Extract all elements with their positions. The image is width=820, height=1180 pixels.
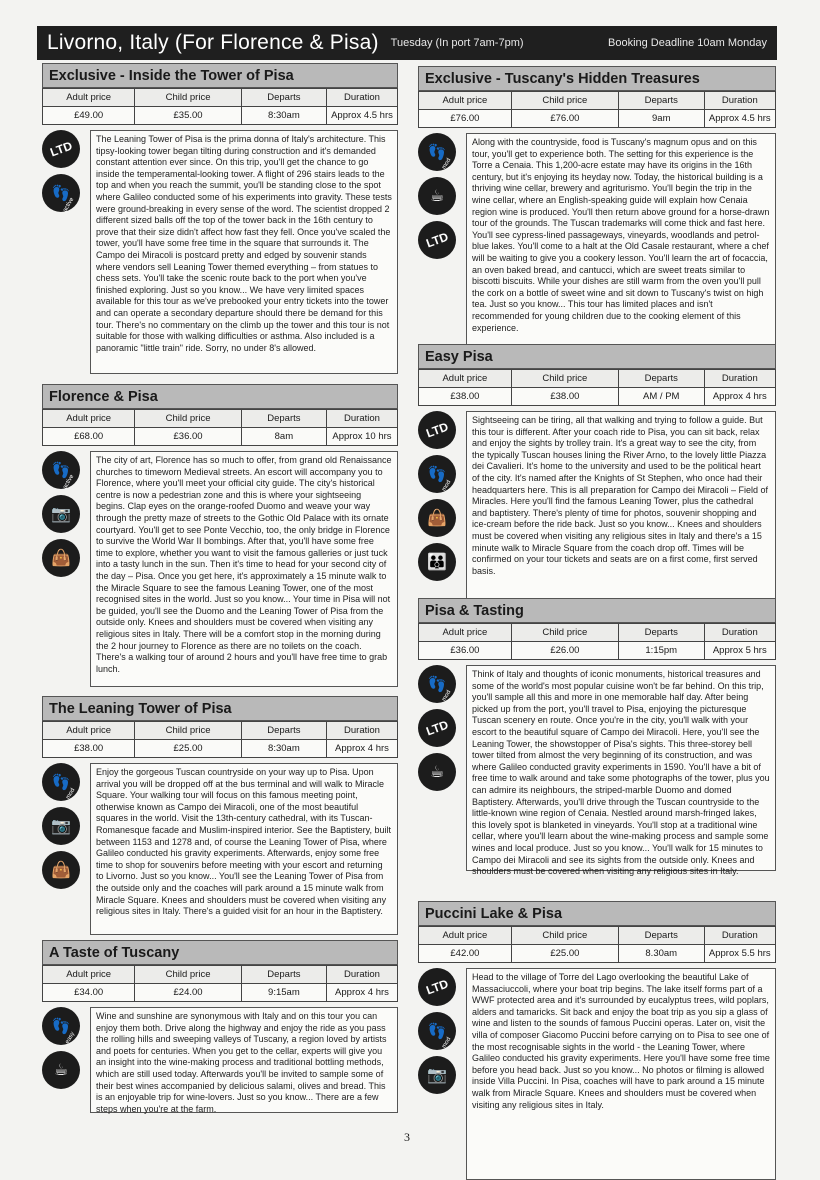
departure-time: AM / PM	[618, 388, 704, 406]
col-header-child: Child price	[511, 370, 618, 388]
tour-icons	[42, 130, 82, 218]
limited-places-icon: LTD	[418, 709, 456, 747]
tour-section	[42, 63, 398, 374]
tour-description: The Leaning Tower of Pisa is the prima donna of Italy's architecture. This tipsy-looking tower began tilting during construction and it's demanded constant attention ever since. On this trip, you'll get the chance to go inside the temperamental-looking tower. A flight of 296 stairs leads to the top and when you reach the summit, you'll be standing close to the spot where Galileo conducted some of his experiments into gravity. These tests were ground-breaking in every sense of the word. The scientist dropped 2 different sized balls off the top of the tower back in the 16th century to prove that their size didn't affect how fast they fell. Once you've scaled the tower, you'll have some free time in the square that surrounds it. The Campo dei Miracoli is postcard pretty and edged by souvenir stands where vendors sell Leaning Tower themed everything – from statues to chess sets. You'll take the scenic route back to the port when you've finished exploring. Just so you know... We have very limited spaces available for this tour as we've prebooked your entry tickets into the tower and can operate a secondary departure should there be demand for this tour. There's no commentary on the climb up the tower and this tour is not suitable for those with walking difficulties or asthma. Also included is a panoramic "little train" ride. Sorry, no under 8's allowed.	[90, 130, 398, 374]
tour-duration: Approx 4 hrs	[326, 984, 397, 1002]
departure-time: 9:15am	[241, 984, 326, 1002]
child-price: £35.00	[135, 107, 242, 125]
shopping-bag-icon: 👜	[42, 539, 80, 577]
price-table	[42, 965, 398, 1002]
tour-icons	[418, 411, 458, 587]
departure-time: 9am	[618, 110, 704, 128]
tour-section	[418, 66, 776, 363]
tour-title: Exclusive - Inside the Tower of Pisa	[42, 63, 398, 88]
activity-level-moderate-icon: 👣 mod	[42, 763, 80, 801]
tour-duration: Approx 4 hrs	[326, 740, 397, 758]
price-table	[42, 88, 398, 125]
tour-title: Easy Pisa	[418, 344, 776, 369]
col-header-adult: Adult price	[419, 370, 512, 388]
tour-duration: Approx 4.5 hrs	[704, 110, 775, 128]
tour-description: Think of Italy and thoughts of iconic monuments, historical treasures and some of the world's most popular cuisine won't be far behind. On this trip, you'll sample all this and more in one memorable half day. After being picked up from the port, you'll travel to Pisa, enjoying the picturesque Tuscan scenery en route. Once you're in the city, you'll walk with your escort to the beautiful square of Campo dei Miracoli. Here, you'll see the Leaning Tower, the showstopper of Pisa's sights. This three-storey bell tower tilted from almost the very beginning of its construction, and was where Galileo conducted gravity experiments in 1590. You'll have a bit of free time to walk around and take some photographs of the tower, plus you can admire its neighbours, the striped-marble Duomo and domed Baptistery. Afterwards, you'll drive through the Tuscan countryside to the little-known wine region of Cenaia. Nestled around marsh-fringed lakes, this lovely spot is blanketed in vineyards. You'll stop at a traditional wine cellar, where you'll learn about the wine-making process and sample some wines and local produce. Just so you know... You'll walk for 15 minutes to Campo dei Miracoli and see its sights from the outside only. Knees and shoulders must be covered when visiting any religious sites in Italy.	[466, 665, 776, 871]
adult-price: £38.00	[43, 740, 135, 758]
food-cup-icon: ☕	[418, 177, 456, 215]
departure-time: 8:30am	[241, 740, 326, 758]
col-header-adult: Adult price	[43, 89, 135, 107]
food-cup-icon: ☕	[42, 1051, 80, 1089]
adult-price: £49.00	[43, 107, 135, 125]
port-title: Livorno, Italy (For Florence & Pisa)	[47, 31, 379, 54]
col-header-child: Child price	[511, 92, 618, 110]
col-header-adult: Adult price	[419, 927, 512, 945]
activity-level-moderate-icon: 👣 mod	[418, 1012, 456, 1050]
col-header-child: Child price	[511, 624, 618, 642]
col-header-duration: Duration	[704, 92, 775, 110]
tour-duration: Approx 5 hrs	[704, 642, 775, 660]
col-header-departs: Departs	[241, 410, 326, 428]
col-header-departs: Departs	[241, 89, 326, 107]
limited-places-icon: LTD	[42, 130, 80, 168]
camera-icon: 📷	[42, 807, 80, 845]
activity-level-moderate-icon: 👣 mod	[418, 133, 456, 171]
tour-title: The Leaning Tower of Pisa	[42, 696, 398, 721]
col-header-duration: Duration	[326, 89, 397, 107]
port-day: Tuesday (In port 7am-7pm)	[390, 37, 524, 49]
tour-icons	[42, 1007, 82, 1095]
child-price: £76.00	[511, 110, 618, 128]
tour-icons	[418, 968, 458, 1100]
child-price: £25.00	[135, 740, 242, 758]
tour-section	[42, 696, 398, 935]
price-table	[418, 91, 776, 128]
tour-description: The city of art, Florence has so much to offer, from grand old Renaissance churches to timeworn Medieval streets. An escort will accompany you to Florence, where you'll meet your official city guide. The city's historical centre is now a pedestrian zone and this is where your sightseeing begins. Clap eyes on the orange-roofed Duomo and weave your way through the pretty maze of streets to the Gothic Old Palace with its ornate courtyard. You'll get to see Ponte Vecchio, too, the only bridge in Florence to survive the World War II bombings. After that, you'll have some free time to explore, whether you want to visit the famous galleries or just tuck into a tasty lunch in the sun. Then it's time to head for your second city of the day – Pisa. Once you get here, it's approximately a 15 minute walk to the Miracle Square to see the famous Leaning Tower, one of the most recognised sites in the world. Just so you know... Your time in Pisa will not be guided, you'll see the Duomo and the Leaning Tower of Pisa from the outside only. Knees and shoulders must be covered when visiting any religious sites in Italy. There will be a comfort stop in the morning during the 2 hour journey to Florence as there are no toilets on the coach. There's a walking tour of around 2 hours and you'll have free time to grab lunch.	[90, 451, 398, 687]
col-header-departs: Departs	[241, 722, 326, 740]
tour-description: Enjoy the gorgeous Tuscan countryside on your way up to Pisa. Upon arrival you will be dropped off at the bus terminal and will walk to Miracle Square. Your walking tour will focus on this famous meeting point, otherwise known as Campo dei Miracoli, one of the most beautiful squares in the world. Visit the 13th-century cathedral, with its Tuscan-Romanesque facade and Muslim-inspired interior. See the Baptistery, built between 1153 and 1278 and, of course the Leaning Tower of Pisa, where Galileo conducted his gravity experiments. Afterwards, enjoy some free time to shop for souvenirs before meeting with your escort and returning to Livorno. Just so you know... You'll see the Leaning Tower of Pisa from the outside only and the coaches will park around a 15 minute walk from Miracle Square. Knees and shoulders must be covered when visiting any religious sites in Italy. There's a guided visit for an hour in the Baptistery.	[90, 763, 398, 935]
family-icon: 👪	[418, 543, 456, 581]
activity-level-easy-icon: 👣 easy	[42, 1007, 80, 1045]
price-table	[418, 926, 776, 963]
tour-description: Along with the countryside, food is Tuscany's magnum opus and on this tour, you'll get to experience both. The setting for this experience is the Torre a Cenaia. This 1,200-acre estate may have its origins in the 16th century, but it's enjoying its heyday now. Today, the historical building is a thriving wine cellar, brewery and agriturismo. You'll begin the trip in the wine cellar, where an English-speaking guide will explain how Cenaia region wine is produced. You'll then return above ground for a horse-drawn tour of the grounds. The Tuscan trademarks will come thick and fast here. You'll see cypress-lined passageways, vineyards, woodlands and petrol-blue lakes. You'll come to a halt at the Old Casale restaurant, where a chef will be waiting to give you a cookery lesson. You'll learn the art of focaccia, an oven baked bread, and cantucci, which are sweet treats similar to biscotti biscuits. While your dishes are still warm from the oven you'll pull the cork on a bottle of sweet wine and sit down to Tuscany's twist on high tea. Just so you know... This tour has limited places and isn't recommended for young children due to the cooking element of this experience.	[466, 133, 776, 363]
col-header-child: Child price	[135, 966, 242, 984]
col-header-adult: Adult price	[43, 722, 135, 740]
shopping-bag-icon: 👜	[42, 851, 80, 889]
tour-section	[418, 598, 776, 877]
col-header-departs: Departs	[241, 966, 326, 984]
adult-price: £42.00	[419, 945, 512, 963]
price-table	[42, 721, 398, 758]
col-header-duration: Duration	[326, 410, 397, 428]
activity-level-moderate-icon: 👣 mod	[418, 455, 456, 493]
limited-places-icon: LTD	[418, 221, 456, 259]
col-header-child: Child price	[135, 89, 242, 107]
col-header-duration: Duration	[704, 370, 775, 388]
tour-section	[418, 344, 776, 621]
tour-icons	[418, 133, 458, 265]
page-header	[37, 26, 777, 60]
price-table	[42, 409, 398, 446]
tour-section	[418, 901, 776, 1180]
col-header-adult: Adult price	[419, 92, 512, 110]
tour-icons	[418, 665, 458, 797]
tour-icons	[42, 763, 82, 895]
departure-time: 8:30am	[241, 107, 326, 125]
shopping-bag-icon: 👜	[418, 499, 456, 537]
col-header-departs: Departs	[618, 927, 704, 945]
tour-description: Wine and sunshine are synonymous with Italy and on this tour you can enjoy them both. Drive along the highway and enjoy the ride as you pass the rolling hills and sweeping valleys of Tuscany, a region loved by artists and poets for centuries. When you get to the cellar, experts will give you an insight into the wine-making process and traditional bottling methods, which are still used today. Afterwards you'll be invited to sample some of their best wines accompanied by delicious salami, olives and bread. This is an enjoyable trip for wine-lovers. Just so you know... There are a few steps when you're at the farm.	[90, 1007, 398, 1113]
tour-section	[42, 940, 398, 1113]
limited-places-icon: LTD	[418, 411, 456, 449]
tour-title: Pisa & Tasting	[418, 598, 776, 623]
adult-price: £36.00	[419, 642, 512, 660]
adult-price: £38.00	[419, 388, 512, 406]
food-cup-icon: ☕	[418, 753, 456, 791]
tour-duration: Approx 5.5 hrs	[704, 945, 775, 963]
adult-price: £76.00	[419, 110, 512, 128]
col-header-departs: Departs	[618, 92, 704, 110]
child-price: £25.00	[511, 945, 618, 963]
col-header-adult: Adult price	[43, 966, 135, 984]
activity-level-active-icon: 👣 active	[42, 174, 80, 212]
col-header-adult: Adult price	[419, 624, 512, 642]
departure-time: 8.30am	[618, 945, 704, 963]
child-price: £38.00	[511, 388, 618, 406]
col-header-duration: Duration	[326, 966, 397, 984]
tour-icons	[42, 451, 82, 583]
price-table	[418, 369, 776, 406]
adult-price: £68.00	[43, 428, 135, 446]
page-number: 3	[404, 1130, 410, 1144]
tour-description: Sightseeing can be tiring, all that walking and trying to follow a guide. But this tour is different. After your coach ride to Pisa, you can sit back, relax and enjoy the sights by trolley train. It's a great way to see the city, from the typically Tuscan houses lining the River Arno, to the lovely little Piazza dei Cavalieri. It's home to the university and used to be the political heart of the city. It's named after the Knights of St Stephen, who once had their headquarters here. This is all preparation for Campo dei Miracoli – Field of Miracles. Here you'll find the famous Leaning Tower, plus the cathedral and baptistery. There's plenty of time for photos, souvenir shopping and ice-cream before the ride back. Just so you know... Knees and shoulders must be covered when visiting any religious sites in Italy and there's a 15 minute walk to Miracle Square from the coach drop off. Times will be confirmed on your tour tickets and seats are on a first come, first served basis.	[466, 411, 776, 621]
col-header-duration: Duration	[704, 927, 775, 945]
col-header-adult: Adult price	[43, 410, 135, 428]
col-header-duration: Duration	[704, 624, 775, 642]
activity-level-active-icon: 👣 active	[42, 451, 80, 489]
col-header-child: Child price	[135, 410, 242, 428]
booking-deadline: Booking Deadline 10am Monday	[608, 37, 767, 49]
price-table	[418, 623, 776, 660]
adult-price: £34.00	[43, 984, 135, 1002]
child-price: £24.00	[135, 984, 242, 1002]
camera-icon: 📷	[418, 1056, 456, 1094]
col-header-child: Child price	[135, 722, 242, 740]
tour-title: A Taste of Tuscany	[42, 940, 398, 965]
tour-duration: Approx 4 hrs	[704, 388, 775, 406]
tour-duration: Approx 10 hrs	[326, 428, 397, 446]
child-price: £26.00	[511, 642, 618, 660]
camera-icon: 📷	[42, 495, 80, 533]
tour-duration: Approx 4.5 hrs	[326, 107, 397, 125]
activity-level-moderate-icon: 👣 mod	[418, 665, 456, 703]
tour-section	[42, 384, 398, 687]
col-header-child: Child price	[511, 927, 618, 945]
child-price: £36.00	[135, 428, 242, 446]
col-header-departs: Departs	[618, 624, 704, 642]
col-header-departs: Departs	[618, 370, 704, 388]
tour-title: Puccini Lake & Pisa	[418, 901, 776, 926]
col-header-duration: Duration	[326, 722, 397, 740]
departure-time: 1:15pm	[618, 642, 704, 660]
tour-title: Exclusive - Tuscany's Hidden Treasures	[418, 66, 776, 91]
limited-places-icon: LTD	[418, 968, 456, 1006]
tour-title: Florence & Pisa	[42, 384, 398, 409]
tour-description: Head to the village of Torre del Lago overlooking the beautiful Lake of Massaciuccoli, where your boat trip begins. The lake itself forms part of a WWF protected area and it's surrounded by eucalyptus trees, wild poplars, alders and tamaricks. Sit back and enjoy the boat trip as you sip a glass of wine and listen to the sounds of famous Puccini operas. Later on, visit the villa of composer Giacomo Puccini before carrying on to Pisa to see one of the most recognisable sights in the world - the Leaning Tower, where Galileo conducted his gravity experiments. Here you'll have some free time before you head back. Just so you know... No photos or filming is allowed inside Villa Puccini. In Pisa, coaches will have to park around a 15 minute walk from Miracle Square. Knees and shoulders must be covered when visiting any religious sites in Italy.	[466, 968, 776, 1180]
departure-time: 8am	[241, 428, 326, 446]
